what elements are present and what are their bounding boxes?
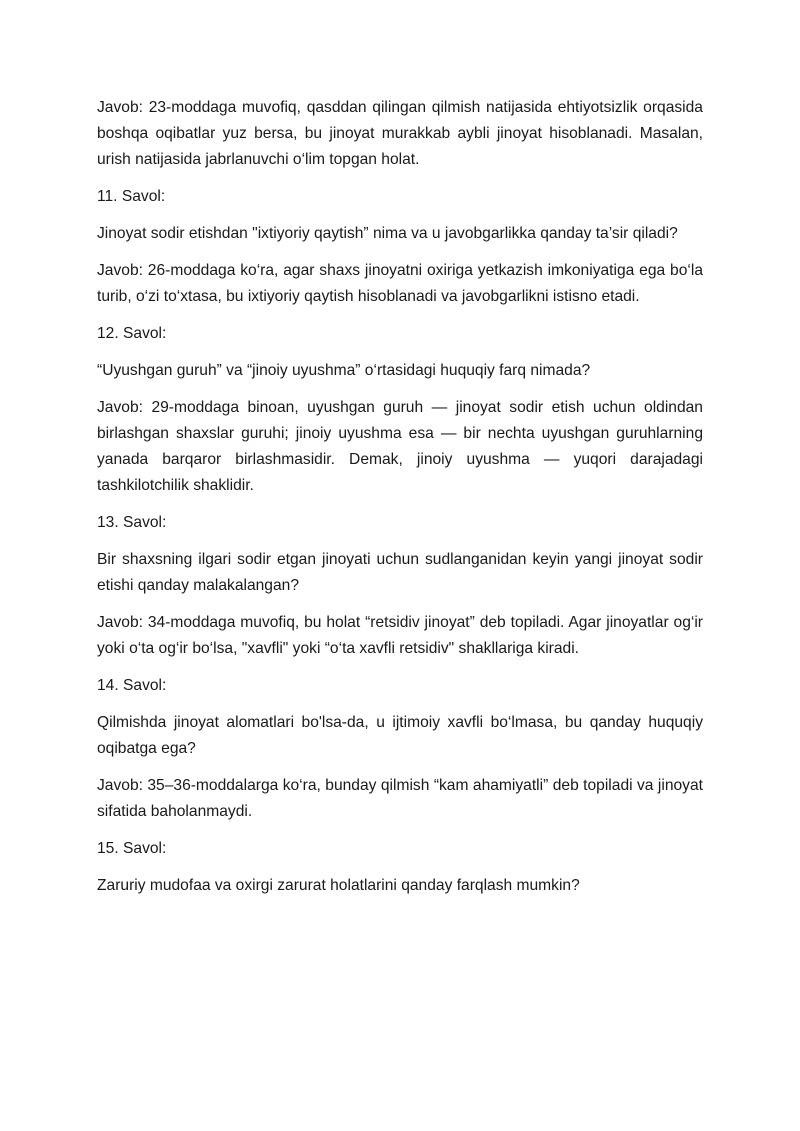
answer-11-paragraph: Javob: 26-moddaga ko‘ra, agar shaxs jinoyatni oxiriga yetkazish imkoniyatiga ega bo‘la turib, o‘zi to‘xtasa, bu ixtiyoriy qaytish hisoblanadi va javobgarlikni istisno etadi. bbox=[97, 262, 703, 305]
question-14-heading: 14. Savol: bbox=[97, 677, 167, 694]
question-15-heading: 15. Savol: bbox=[97, 840, 167, 857]
question-11-text: Jinoyat sodir etishdan "ixtiyoriy qaytish” nima va u javobgarlikka qanday ta’sir qiladi? bbox=[97, 225, 678, 242]
question-14-text: Qilmishda jinoyat alomatlari bo'lsa-da, u ijtimoiy xavfli bo‘lmasa, bu qanday huquqiy oqibatga ega? bbox=[97, 714, 703, 757]
answer-14-paragraph: Javob: 35–36-moddalarga ko‘ra, bunday qilmish “kam ahamiyatli” deb topiladi va jinoyat sifatida baholanmaydi. bbox=[97, 777, 703, 820]
question-15-text: Zaruriy mudofaa va oxirgi zarurat holatlarini qanday farqlash mumkin? bbox=[97, 877, 580, 894]
answer-10-paragraph: Javob: 23-moddaga muvofiq, qasddan qilingan qilmish natijasida ehtiyotsizlik orqasida boshqa oqibatlar yuz bersa, bu jinoyat murakkab aybli jinoyat hisoblanadi. Masalan, urish natijasida jabrlanuvchi o‘lim topgan holat. bbox=[97, 99, 703, 168]
question-13-heading: 13. Savol: bbox=[97, 514, 167, 531]
question-13-text: Bir shaxsning ilgari sodir etgan jinoyati uchun sudlanganidan keyin yangi jinoyat sodir etishi qanday malakalangan? bbox=[97, 551, 703, 594]
question-12-text: “Uyushgan guruh” va “jinoiy uyushma” o‘rtasidagi huquqiy farq nimada? bbox=[97, 362, 591, 379]
question-12-heading: 12. Savol: bbox=[97, 325, 167, 342]
answer-13-paragraph: Javob: 34-moddaga muvofiq, bu holat “retsidiv jinoyat” deb topiladi. Agar jinoyatlar og‘ir yoki o‘ta og‘ir bo‘lsa, "xavfli" yoki “o‘ta xavfli retsidiv" shakllariga kiradi. bbox=[97, 614, 703, 657]
question-11-heading: 11. Savol: bbox=[97, 188, 166, 205]
answer-12-paragraph: Javob: 29-moddaga binoan, uyushgan guruh — jinoyat sodir etish uchun oldindan birlashgan shaxslar guruhi; jinoiy uyushma esa — bir nechta uyushgan guruhlarning yanada barqaror birlashmasidir. Demak, jinoiy uyushma — yuqori darajadagi tashkilotchilik shaklidir. bbox=[97, 399, 703, 494]
